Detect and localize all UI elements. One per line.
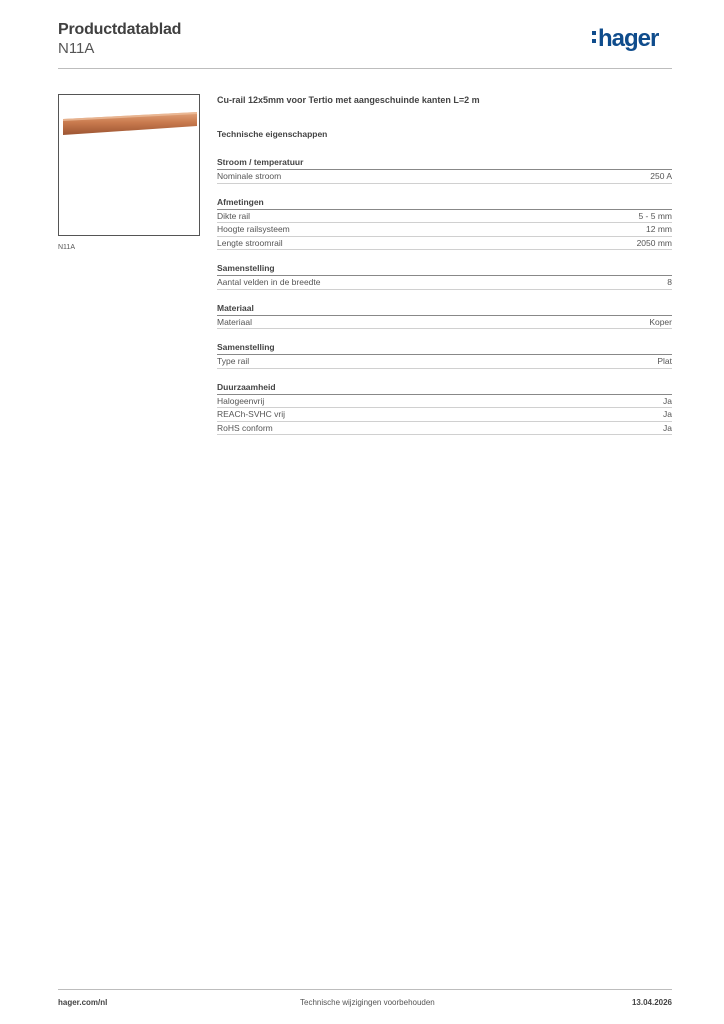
spec-row [217, 170, 672, 184]
document-title: Productdatablad [58, 21, 182, 38]
spec-label: REACh-SVHC vrij [217, 409, 286, 419]
spec-group-material [217, 303, 672, 330]
spec-group-title: Duurzaamheid [217, 382, 672, 395]
spec-group-sustainability [217, 382, 672, 436]
hager-logo [592, 27, 658, 51]
spec-group-current [217, 157, 672, 184]
footer-website-link[interactable]: hager.com/nl [58, 998, 108, 1007]
spec-row [217, 223, 672, 237]
spec-label: Halogeenvrij [217, 395, 265, 406]
spec-value: 8 [667, 277, 672, 287]
spec-value: Ja [663, 409, 672, 419]
spec-row [217, 408, 672, 422]
spec-label: RoHS conform [217, 422, 273, 433]
spec-value: 12 mm [646, 224, 672, 234]
spec-value: Koper [649, 316, 672, 327]
spec-label: Hoogte railsysteem [217, 224, 290, 234]
spec-row [217, 355, 672, 369]
spec-row [217, 210, 672, 224]
specifications-section [217, 95, 672, 435]
spec-value: 2050 mm [636, 237, 672, 248]
spec-row [217, 395, 672, 409]
spec-row [217, 422, 672, 436]
footer-divider [58, 989, 672, 990]
spec-group-title: Samenstelling [217, 342, 672, 355]
product-image [58, 94, 200, 236]
spec-label: Dikte rail [217, 210, 251, 221]
spec-row [217, 237, 672, 251]
spec-group-title: Stroom / temperatuur [217, 157, 672, 170]
product-description: Cu-rail 12x5mm voor Tertio met aangeschuinde kanten L=2 m [217, 95, 480, 105]
footer-notice: Technische wijzigingen voorbehouden [300, 998, 435, 1007]
spec-value: 5 - 5 mm [638, 210, 672, 221]
spec-group-title: Samenstelling [217, 263, 672, 276]
spec-label: Materiaal [217, 316, 252, 327]
spec-label: Type rail [217, 356, 250, 366]
spec-label: Nominale stroom [217, 171, 282, 181]
spec-group-dimensions [217, 197, 672, 251]
spec-group-title: Afmetingen [217, 197, 672, 210]
spec-value: Ja [663, 422, 672, 433]
spec-label: Aantal velden in de breedte [217, 277, 321, 287]
technical-properties-heading: Technische eigenschappen [217, 129, 328, 139]
spec-group-rail-type [217, 342, 672, 369]
header-divider [58, 68, 672, 69]
spec-row [217, 276, 672, 290]
copper-rail-icon [59, 95, 201, 237]
spec-group-composition [217, 263, 672, 290]
logo-text: hager [598, 25, 659, 52]
spec-value: 250 A [650, 171, 672, 181]
footer-date: 13.04.2026 [631, 998, 672, 1007]
spec-label: Lengte stroomrail [217, 237, 283, 248]
spec-group-title: Materiaal [217, 303, 672, 316]
spec-value: Ja [663, 395, 672, 406]
product-code: N11A [58, 40, 95, 57]
spec-value: Plat [657, 356, 672, 366]
spec-row [217, 316, 672, 330]
logo-dots-icon [592, 31, 596, 47]
image-caption: N11A [58, 244, 75, 251]
